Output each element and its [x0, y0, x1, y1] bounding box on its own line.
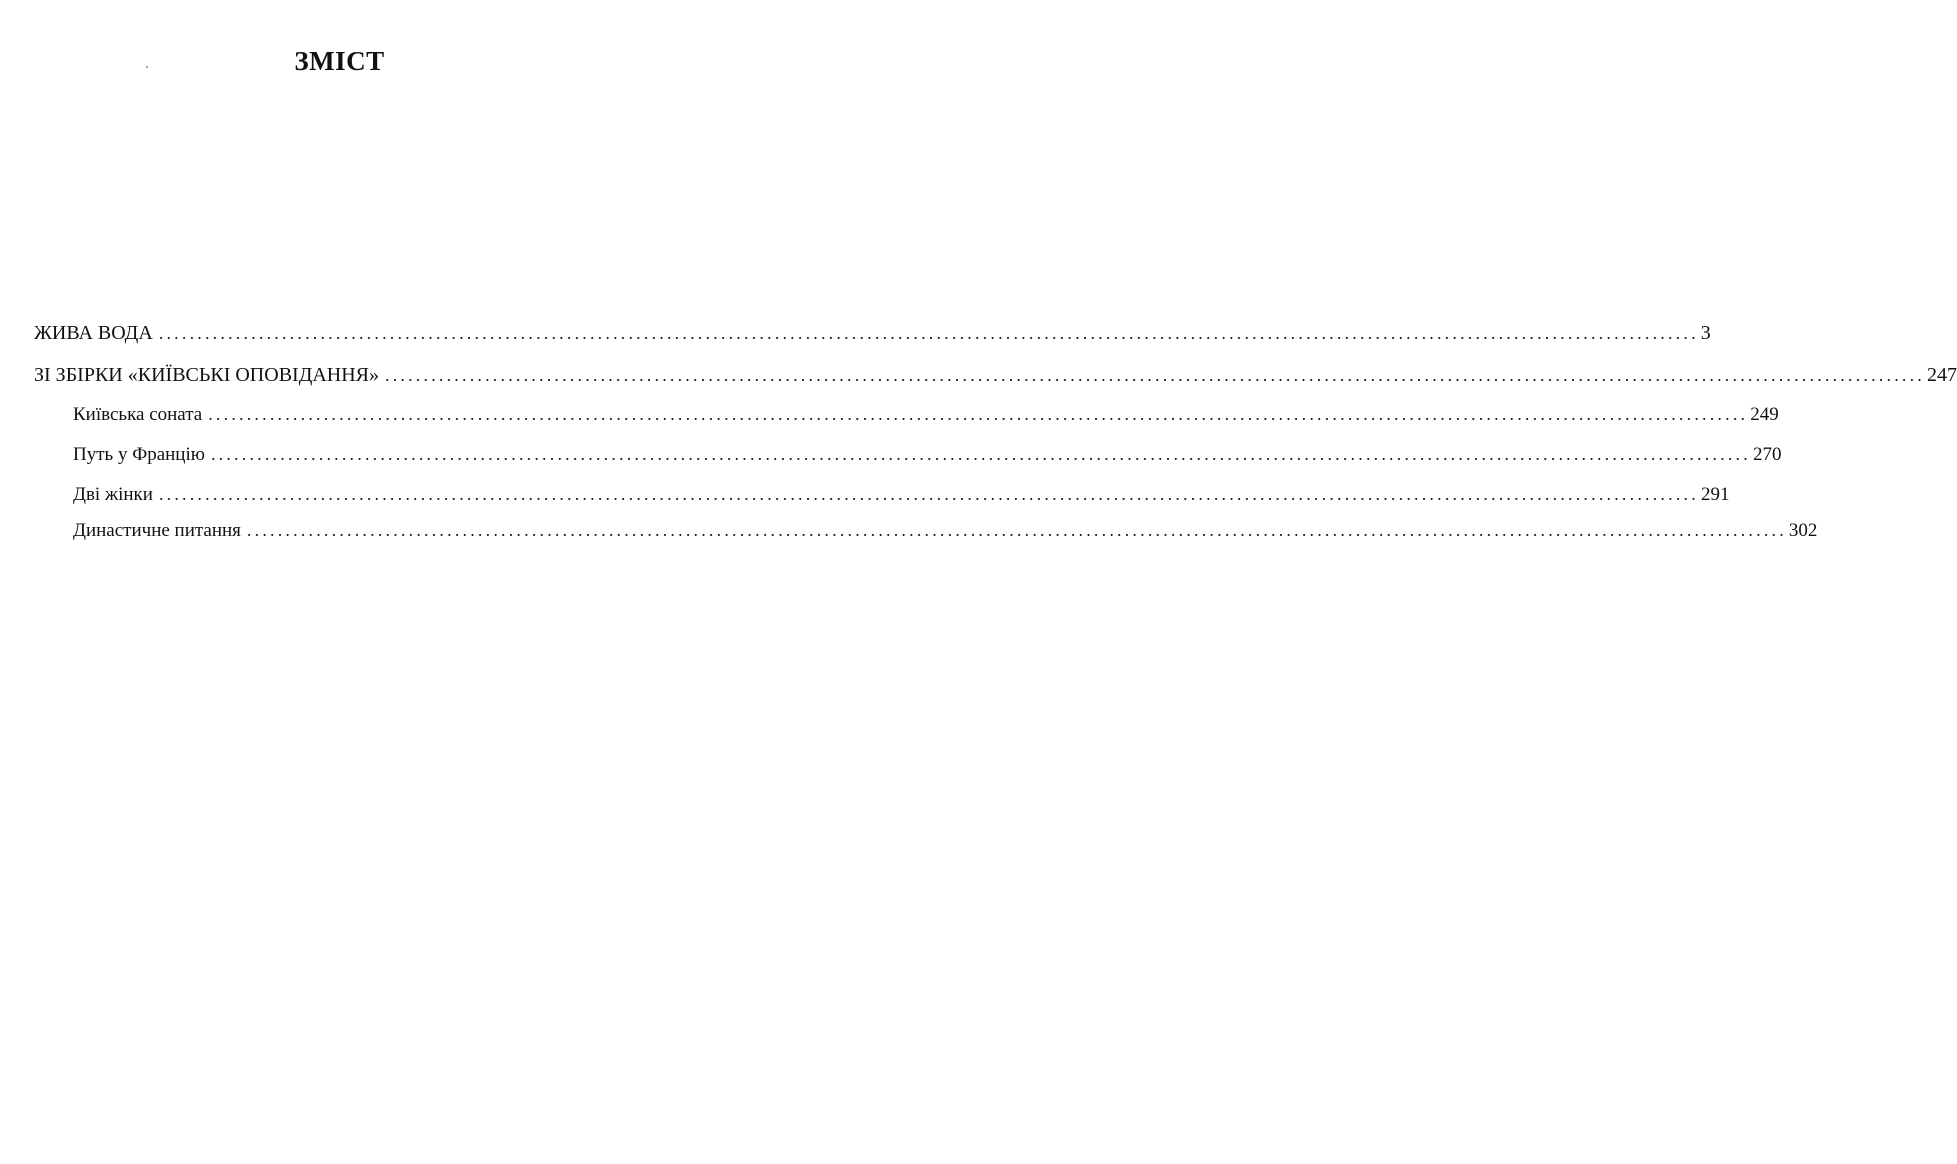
toc-dot-leader: ........................................................................................................................................................................................................: [158, 484, 1699, 504]
toc-entry[interactable]: [34, 318, 1711, 348]
toc-dot-leader: ........................................................................................................................................................................................................: [246, 520, 1787, 540]
toc-subentry[interactable]: [73, 399, 1779, 429]
toc-entry-label: Дві жінки: [73, 484, 153, 505]
toc-entry-page: 302: [1788, 520, 1818, 541]
toc-dot-leader: ........................................................................................................................................................................................................: [208, 404, 1749, 424]
toc-entry-label: Київська соната: [73, 404, 203, 425]
page-title: ЗМІСТ: [294, 46, 385, 76]
toc-entry-label: ЗІ ЗБІРКИ «КИЇВСЬКІ ОПОВІДАННЯ»: [34, 364, 379, 386]
toc-entry-page: 291: [1700, 484, 1730, 505]
toc-entry-page: 249: [1750, 404, 1779, 425]
toc-entry-label: ЖИВА ВОДА: [34, 322, 153, 344]
toc-entry-label: Путь у Францію: [73, 444, 205, 465]
toc-subentry[interactable]: [73, 515, 1818, 545]
toc-entry[interactable]: [34, 360, 1957, 390]
toc-entry-page: 247: [1927, 364, 1957, 386]
toc-entry-page: 270: [1752, 444, 1782, 465]
toc-entry-page: 3: [1700, 322, 1711, 344]
toc-dot-leader: ........................................................................................................................................................................................................: [158, 323, 1699, 343]
toc-entry-label: Династичне питання: [73, 520, 241, 541]
toc-dot-leader: ........................................................................................................................................................................................................: [385, 365, 1925, 385]
toc-subentry[interactable]: [73, 439, 1782, 469]
toc-subentry[interactable]: [73, 479, 1730, 509]
toc-dot-leader: ........................................................................................................................................................................................................: [210, 444, 1751, 464]
